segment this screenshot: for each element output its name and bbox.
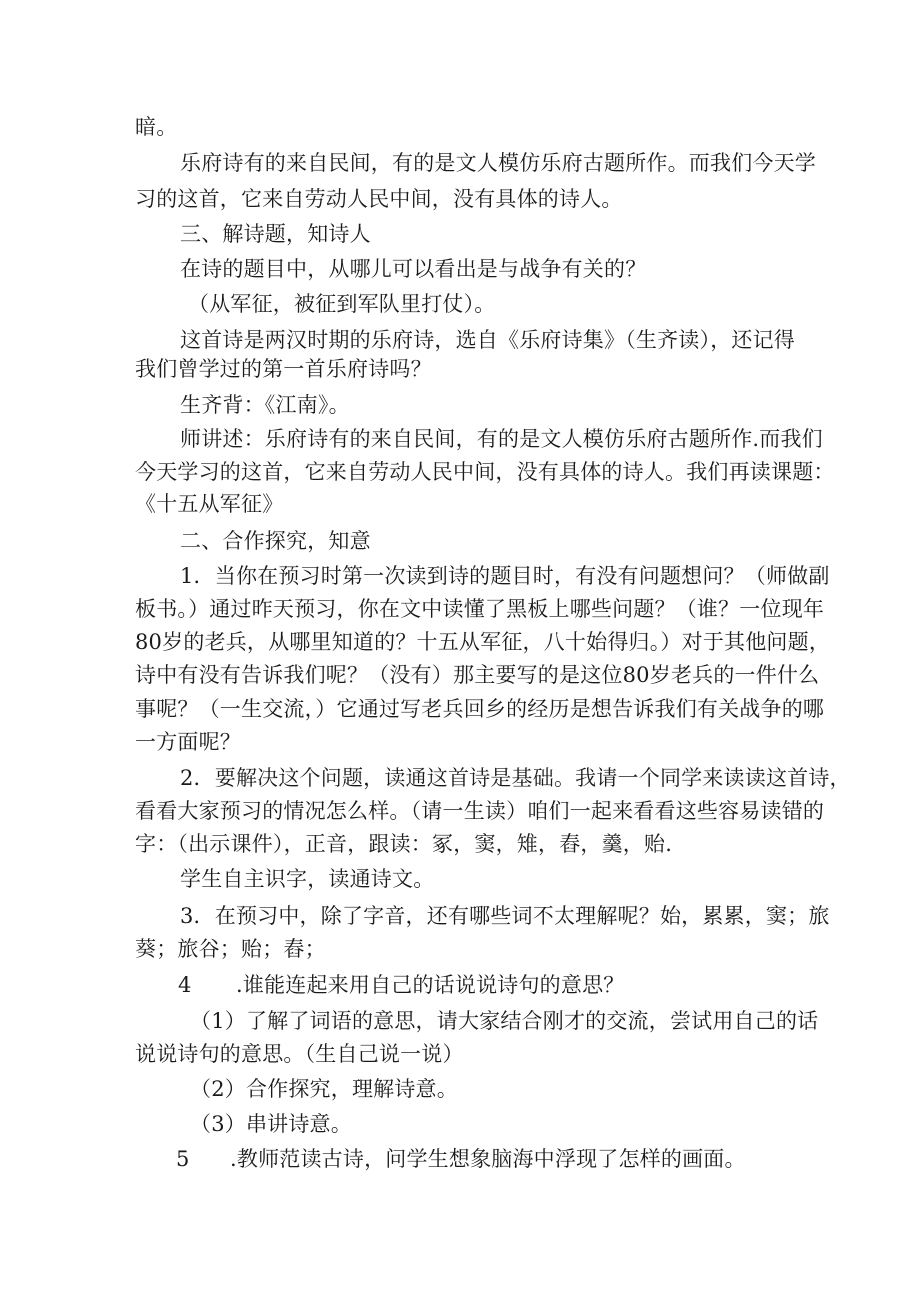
text-line: 板书。）通过昨天预习，你在文中读懂了黑板上哪些问题？（谁？一位现年 <box>135 597 825 621</box>
text-line: 我们曾学过的第一首乐府诗吗？ <box>135 357 432 381</box>
text-line: 说说诗句的意思。（生自己说一说） <box>135 1042 464 1066</box>
list-number: 5 <box>176 1147 190 1171</box>
text-line: 学生自主识字，读通诗文。 <box>180 867 435 891</box>
text-line: 诗中有没有告诉我们呢？（没有）那主要写的是这位80岁老兵的一件什么 <box>135 663 820 687</box>
text-line: （3）串讲诗意。 <box>190 1112 352 1136</box>
section-heading: 三、解诗题，知诗人 <box>180 222 371 246</box>
text-line: 葵；旅谷；贻；舂； <box>135 937 326 961</box>
text-line: 看看大家预习的情况怎么样。（请一生读）咱们一起来看看这些容易读错的 <box>135 799 825 823</box>
list-number: 4 <box>178 973 192 997</box>
text-line: .谁能连起来用自己的话说说诗句的意思？ <box>236 973 625 997</box>
section-heading: 二、合作探究，知意 <box>180 529 371 553</box>
text-line: 一方面呢？ <box>135 730 241 754</box>
text-line: 事呢？（一生交流，）它通过写老兵回乡的经历是想告诉我们有关战争的哪 <box>135 697 825 721</box>
text-line: 1．当你在预习时第一次读到诗的题目时，有没有问题想问？（师做副 <box>180 564 830 588</box>
text-line: 生齐背：《江南》。 <box>180 393 350 417</box>
text-line: 80岁的老兵，从哪里知道的？十五从军征，八十始得归。）对于其他问题， <box>135 630 831 654</box>
text-line: （从军征，被征到军队里打仗）。 <box>188 292 496 316</box>
text-line: 3．在预习中，除了字音，还有哪些词不太理解呢？始，累累，窦；旅 <box>180 904 830 928</box>
text-line: （2）合作探究，理解诗意。 <box>190 1077 458 1101</box>
text-line: 这首诗是两汉时期的乐府诗，选自《乐府诗集》（生齐读），还记得 <box>180 328 795 352</box>
text-line: 在诗的题目中，从哪儿可以看出是与战争有关的？ <box>180 257 647 281</box>
text-line: （1）了解了词语的意思，请大家结合刚才的交流，尝试用自己的话 <box>190 1009 819 1033</box>
text-line: 乐府诗有的来自民间，有的是文人模仿乐府古题所作。而我们今天学 <box>180 151 816 175</box>
text-line: 《十五从军征》 <box>135 492 284 516</box>
text-line: 暗。 <box>135 115 178 139</box>
text-line: 今天学习的这首，它来自劳动人民中间，没有具体的诗人。我们再读课题： <box>135 460 835 484</box>
text-line: 2．要解决这个问题，读通这首诗是基础。我请一个同学来读读这首诗， <box>180 766 851 790</box>
text-line: 习的这首，它来自劳动人民中间，没有具体的诗人。 <box>135 187 623 211</box>
text-line: .教师范读古诗，问学生想象脑海中浮现了怎样的画面。 <box>230 1147 746 1171</box>
text-line: 师讲述：乐府诗有的来自民间，有的是文人模仿乐府古题所作.而我们 <box>180 427 823 451</box>
text-line: 字：（出示课件），正音，跟读：冢，窦，雉，舂，羹，贻. <box>135 832 673 856</box>
